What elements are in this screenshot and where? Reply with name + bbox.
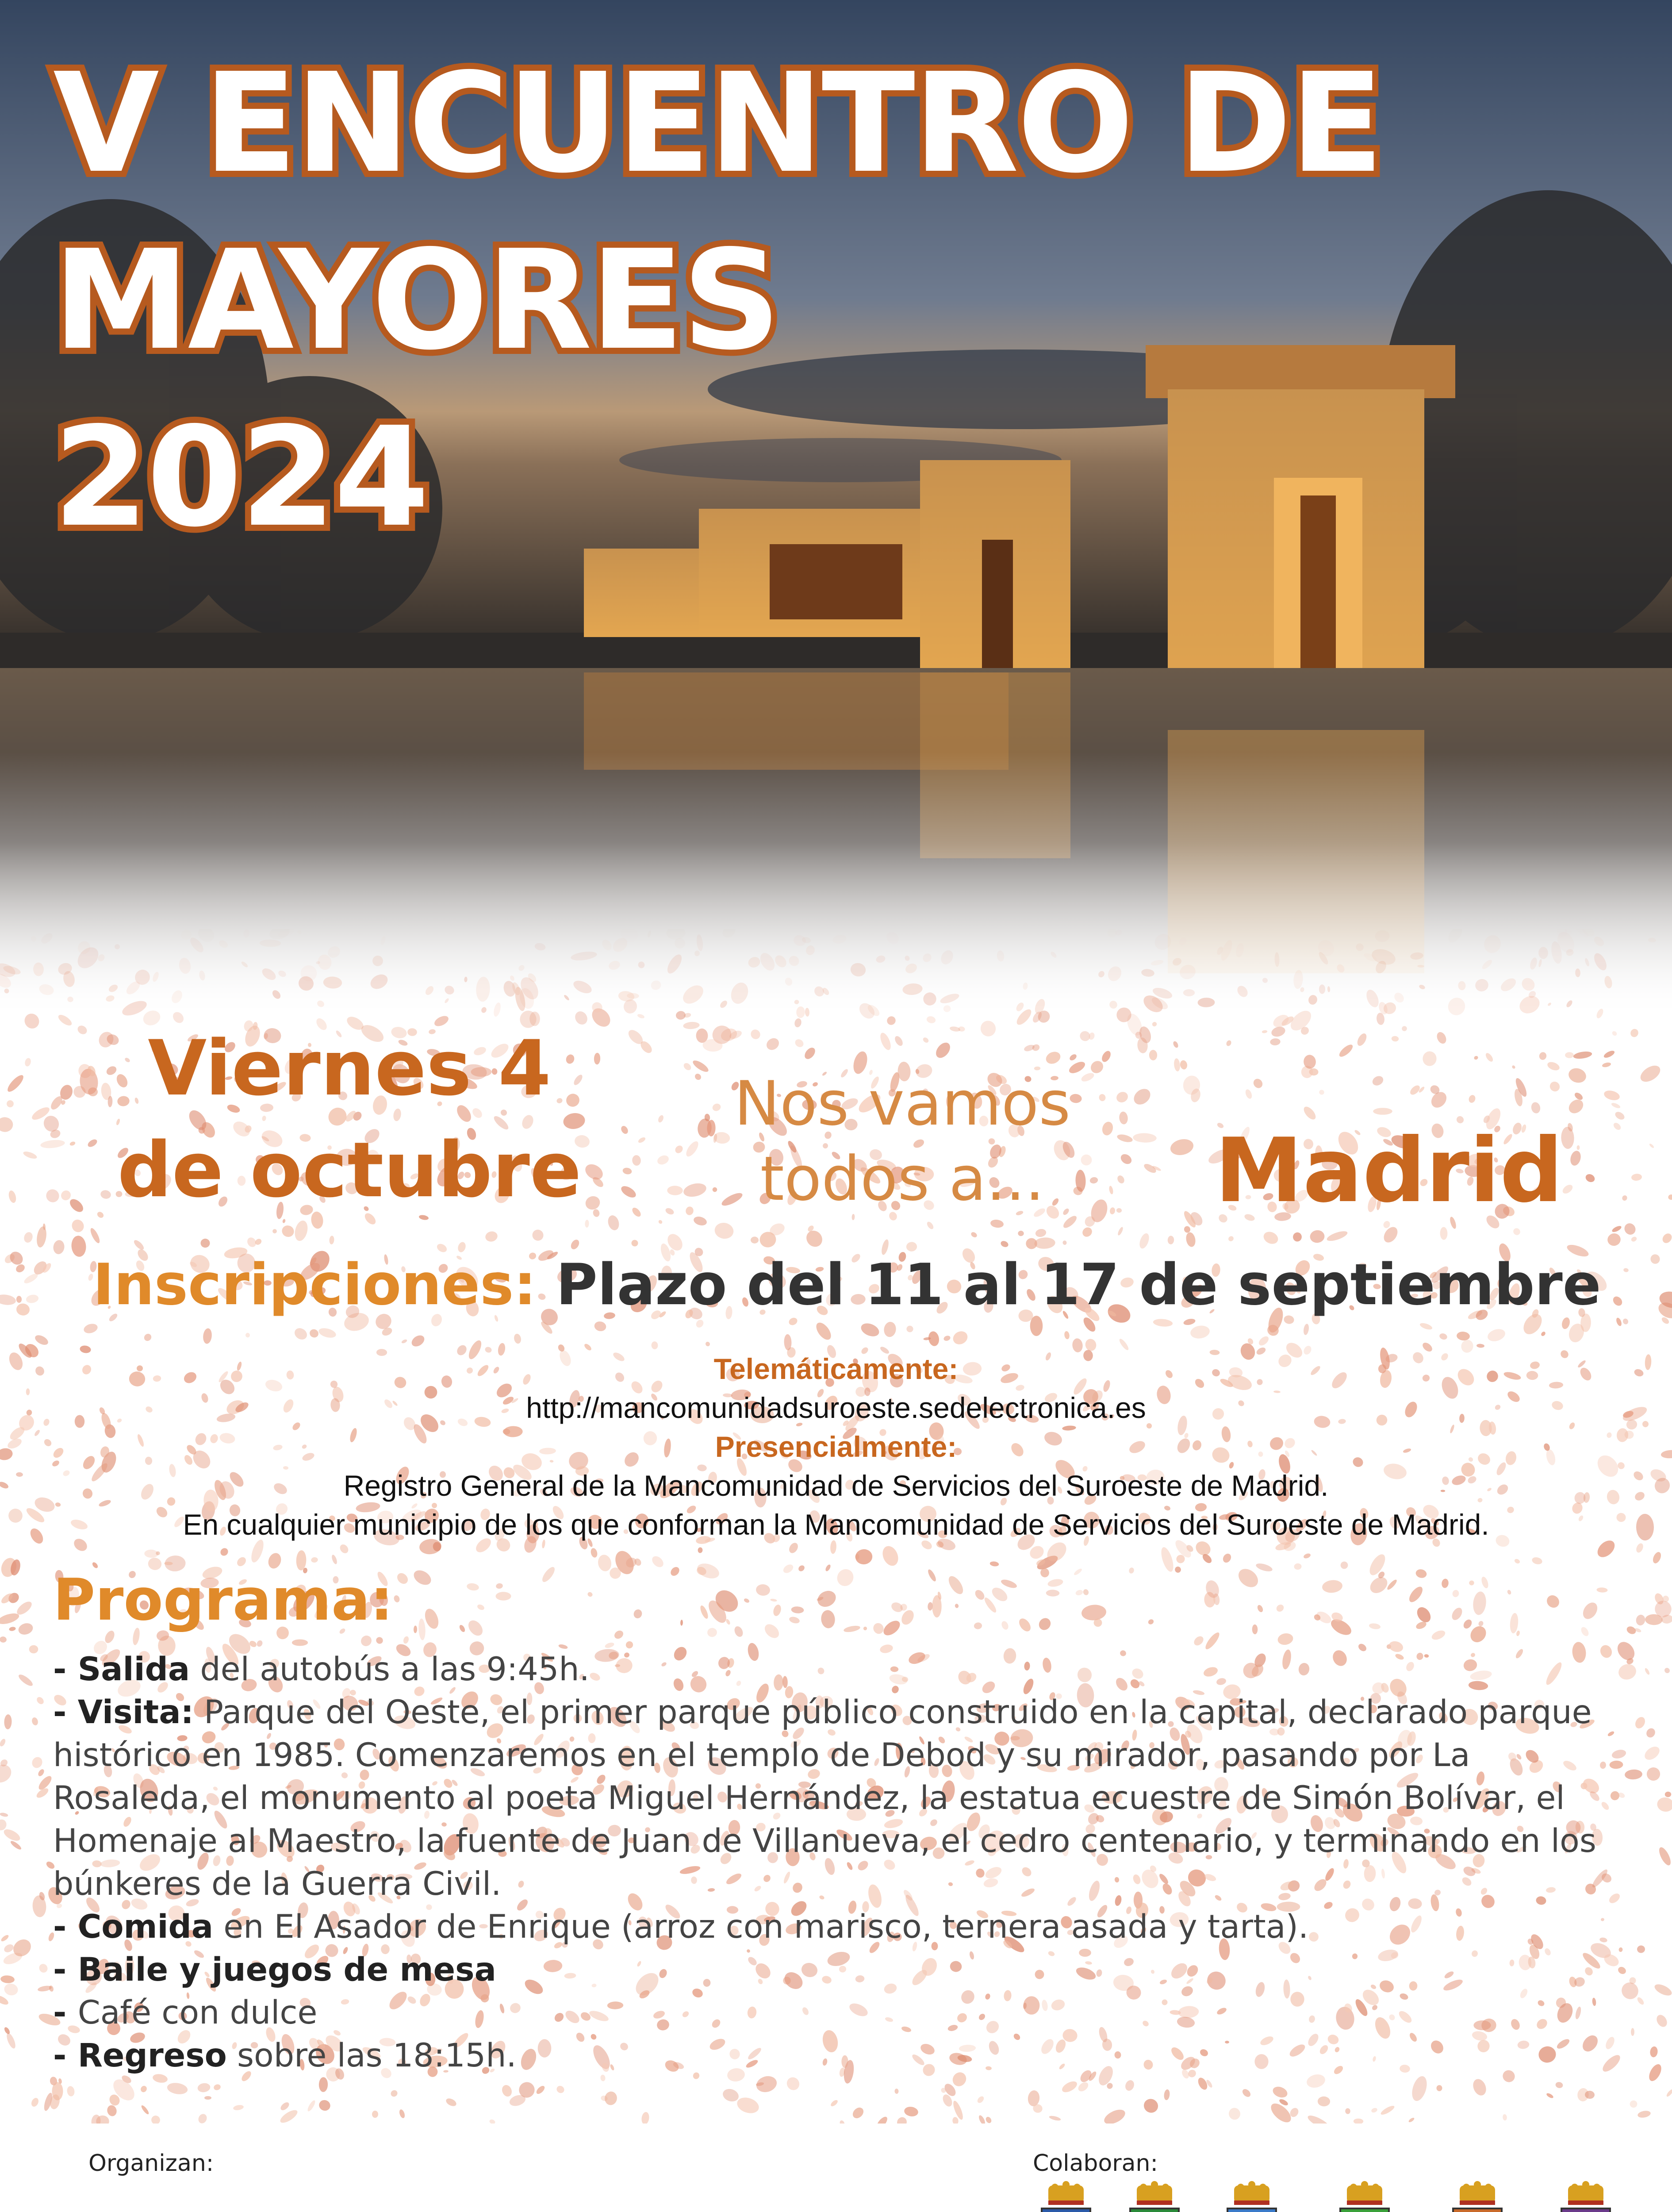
program-item — [53, 1691, 1628, 1905]
event-date — [80, 1018, 619, 1221]
town-logo — [1221, 2181, 1283, 2212]
organizers-label: Organizan: — [88, 2150, 214, 2177]
program-item-text: Café con dulce — [77, 1994, 318, 2032]
program-item-dash: - — [53, 2037, 78, 2074]
program-item-title: Visita: — [77, 1694, 194, 1731]
program-item — [53, 1991, 1628, 2034]
event-tagline-line-2: todos a... — [760, 1143, 1045, 1214]
event-destination: Madrid — [1215, 1119, 1563, 1222]
program-item-text: en El Asador de Enrique (arroz con marisco, ternera asada y tarta). — [213, 1908, 1309, 1946]
program-item-dash: - — [53, 1651, 78, 1688]
program-item-dash: - — [53, 1694, 78, 1731]
title-line-3: 2024 — [53, 398, 428, 557]
program-item-text: Parque del Oeste, el primer parque público construido en la capital, declarado parque histórico en 1985. Comenzaremos en el templo de Debod y su mirador, pasando por La Rosaleda, el monumento al poeta Miguel Hernández, la estatua ecuestre de Simón Bolívar, el Homenaje al Maestro, la fuente de Juan de Villanueva, el cedro centenario, y terminando en los búnkeres de la Guerra Civil. — [53, 1694, 1596, 1903]
registration-dates: Plazo del 11 al 17 de septiembre — [556, 1252, 1601, 1318]
online-heading: Telemáticamente: — [713, 1352, 959, 1385]
town-logo — [1555, 2181, 1617, 2212]
town-logo — [1446, 2181, 1508, 2212]
program-title: Programa: — [53, 1566, 393, 1633]
program-item — [53, 1648, 1628, 1691]
coat-of-arms-icon — [1124, 2181, 1185, 2212]
program-item-title: Salida — [77, 1651, 190, 1688]
event-tagline-line-1: Nos vamos — [734, 1068, 1071, 1139]
coat-of-arms-icon — [1035, 2181, 1097, 2212]
title-line-1: V ENCUENTRO DE — [53, 44, 1382, 204]
program-item-text: del autobús a las 9:45h. — [190, 1651, 590, 1688]
inperson-line-1: Registro General de la Mancomunidad de Servicios del Suroeste de Madrid. — [343, 1469, 1329, 1502]
program-item — [53, 1948, 1628, 1991]
program-item-dash: - — [53, 1951, 78, 1989]
inperson-heading: Presencialmente: — [715, 1430, 957, 1463]
program-item — [53, 1905, 1628, 1948]
program-item-title: Regreso — [77, 2037, 227, 2074]
registration-info — [0, 1349, 1672, 1544]
online-url[interactable]: http://mancomunidadsuroeste.sedelectronica.es — [526, 1391, 1146, 1424]
event-date-line-1: Viernes 4 — [148, 1024, 551, 1113]
coat-of-arms-icon — [1221, 2181, 1283, 2212]
coat-of-arms-icon — [1446, 2181, 1508, 2212]
program-item-text: sobre las 18:15h. — [226, 2037, 517, 2074]
program-list — [53, 1648, 1628, 2077]
event-date-line-2: de octubre — [117, 1125, 582, 1214]
program-item — [53, 2034, 1628, 2077]
town-logo — [1334, 2181, 1396, 2212]
event-tagline — [690, 1066, 1115, 1217]
inperson-line-2: En cualquier municipio de los que conforman la Mancomunidad de Servicios del Suroeste de Madrid. — [183, 1508, 1489, 1541]
poster-title — [53, 35, 1382, 566]
coat-of-arms-icon — [1334, 2181, 1396, 2212]
title-line-2: MAYORES — [53, 221, 779, 380]
program-item-dash: - — [53, 1994, 78, 2032]
registration-label: Inscripciones: — [93, 1252, 537, 1318]
program-item-title: Baile y juegos de mesa — [77, 1951, 496, 1989]
town-logo — [1035, 2181, 1097, 2212]
town-logo — [1124, 2181, 1185, 2212]
program-item-title: Comida — [77, 1908, 214, 1946]
collaborators-label: Colaboran: — [1033, 2150, 1158, 2177]
coat-of-arms-icon — [1555, 2181, 1617, 2212]
program-item-dash: - — [53, 1908, 78, 1946]
registration-period — [93, 1252, 1601, 1318]
